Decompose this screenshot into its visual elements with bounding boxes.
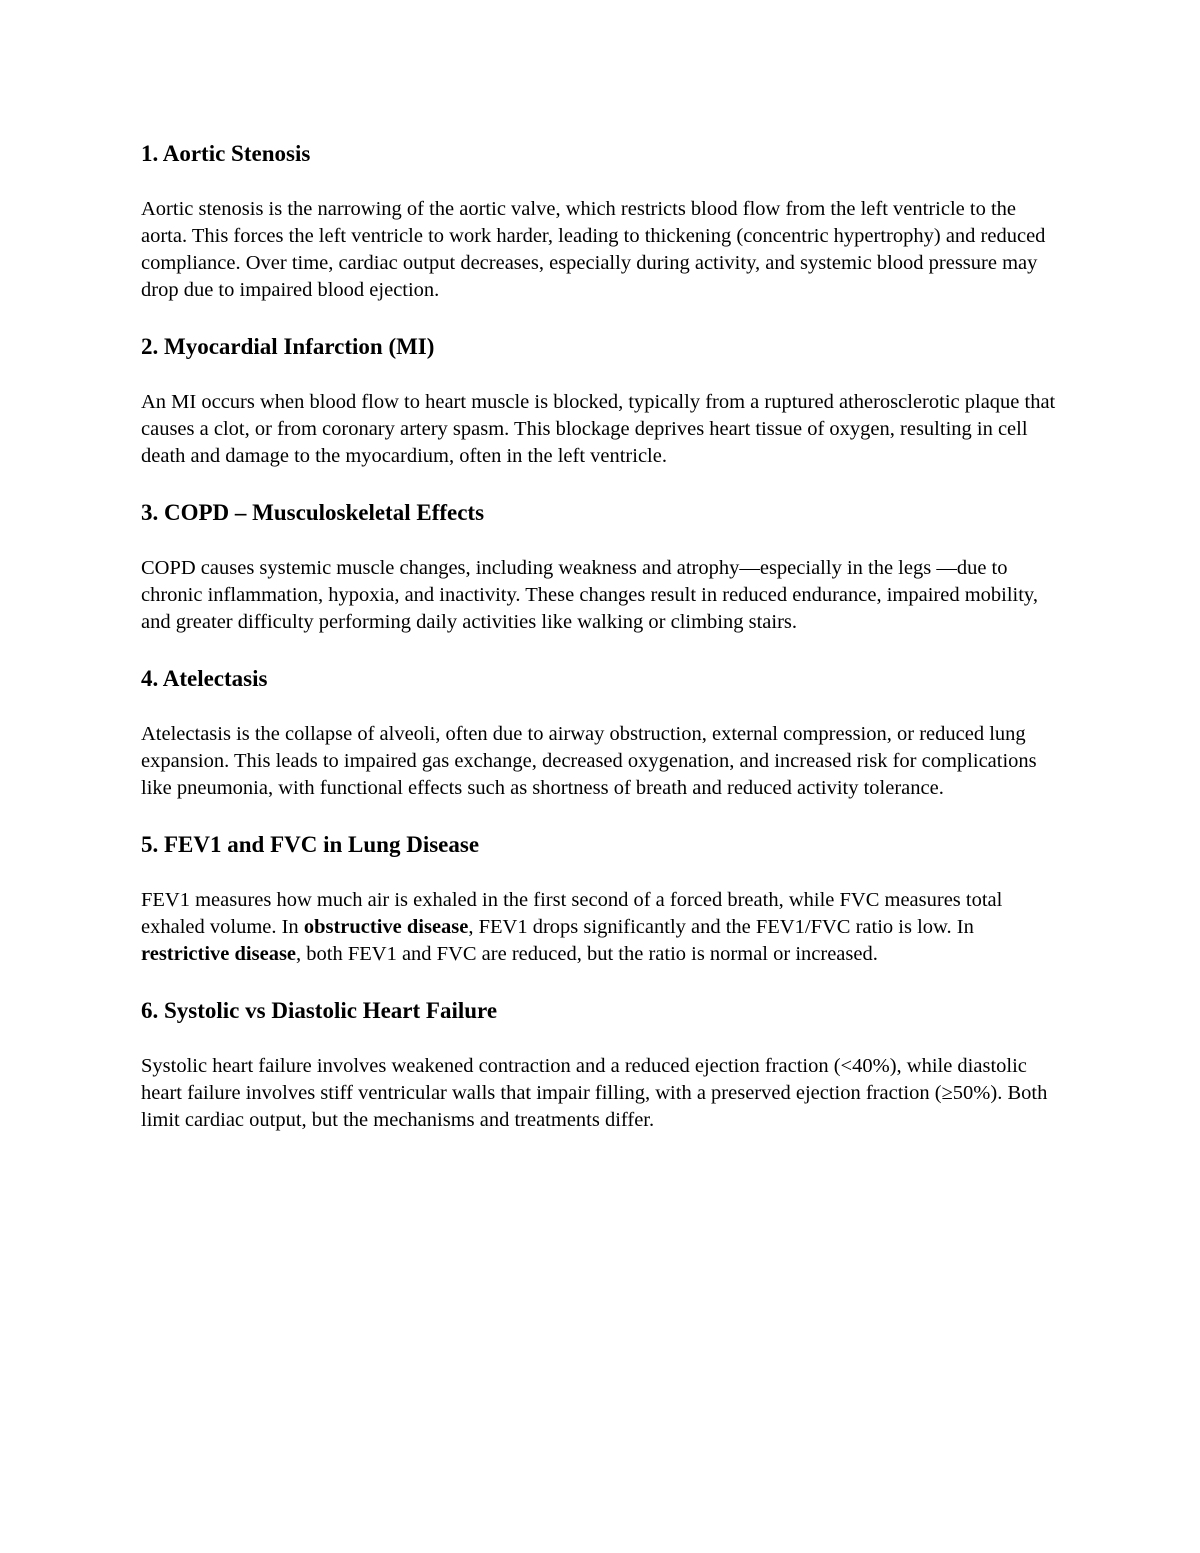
paragraph-text: Aortic stenosis is the narrowing of the aortic valve, which restricts blood flow from the left ventricle to the aorta. This forces the left ventricle to work harder, leading to thickening (concentric hypertrophy) and reduced compliance. Over time, cardiac output decreases, especially during activity, and systemic blood pressure may drop due to impaired blood ejection. <box>141 198 1046 301</box>
paragraph-text: Atelectasis is the collapse of alveoli, often due to airway obstruction, external compression, or reduced lung expansion. This leads to impaired gas exchange, decreased oxygenation, and increased risk for complications like pneumonia, with functional effects such as shortness of breath and reduced activity tolerance. <box>141 723 1037 799</box>
section-paragraph <box>141 196 1061 304</box>
bold-term-restrictive: restrictive disease <box>141 943 297 965</box>
section-paragraph <box>141 389 1061 470</box>
section-heading: 5. FEV1 and FVC in Lung Disease <box>141 832 480 857</box>
section-atelectasis <box>141 665 1061 802</box>
paragraph-text: Systolic heart failure involves weakened contraction and a reduced ejection fraction (<40%), while diastolic heart failure involves stiff ventricular walls that impair filling, with a preserved ejection fraction (≥50%). Both limit cardiac output, but the mechanisms and treatments differ. <box>141 1055 1048 1131</box>
section-heading: 6. Systolic vs Diastolic Heart Failure <box>141 998 498 1023</box>
paragraph-text: COPD causes systemic muscle changes, including weakness and atrophy—especially in the legs —due to chronic inflammation, hypoxia, and inactivity. These changes result in reduced endurance, impaired mobility, and greater difficulty performing daily activities like walking or climbing stairs. <box>141 557 1038 633</box>
section-myocardial-infarction <box>141 333 1061 470</box>
section-paragraph <box>141 887 1061 968</box>
section-paragraph <box>141 1053 1061 1134</box>
section-heart-failure <box>141 997 1061 1134</box>
bold-term-obstructive: obstructive disease <box>303 916 469 938</box>
section-aortic-stenosis <box>141 140 1061 304</box>
paragraph-text: An MI occurs when blood flow to heart muscle is blocked, typically from a ruptured atherosclerotic plaque that causes a clot, or from coronary artery spasm. This blockage deprives heart tissue of oxygen, resulting in cell death and damage to the myocardium, often in the left ventricle. <box>141 391 1056 467</box>
paragraph-text: , both FEV1 and FVC are reduced, but the ratio is normal or increased. <box>296 943 878 965</box>
section-heading: 3. COPD – Musculoskeletal Effects <box>141 500 485 525</box>
section-fev1-fvc <box>141 831 1061 968</box>
paragraph-text: , FEV1 drops significantly and the FEV1/FVC ratio is low. In <box>468 916 974 938</box>
section-heading: 1. Aortic Stenosis <box>141 141 311 166</box>
document-page <box>141 140 1061 1163</box>
section-paragraph <box>141 721 1061 802</box>
paragraph-text: FEV1 measures how much air is exhaled in the first second of a forced breath, while FVC measures total exhaled volume. In <box>141 889 1003 938</box>
section-heading: 4. Atelectasis <box>141 666 268 691</box>
section-heading: 2. Myocardial Infarction (MI) <box>141 334 435 359</box>
section-paragraph <box>141 555 1061 636</box>
section-copd-musculoskeletal <box>141 499 1061 636</box>
